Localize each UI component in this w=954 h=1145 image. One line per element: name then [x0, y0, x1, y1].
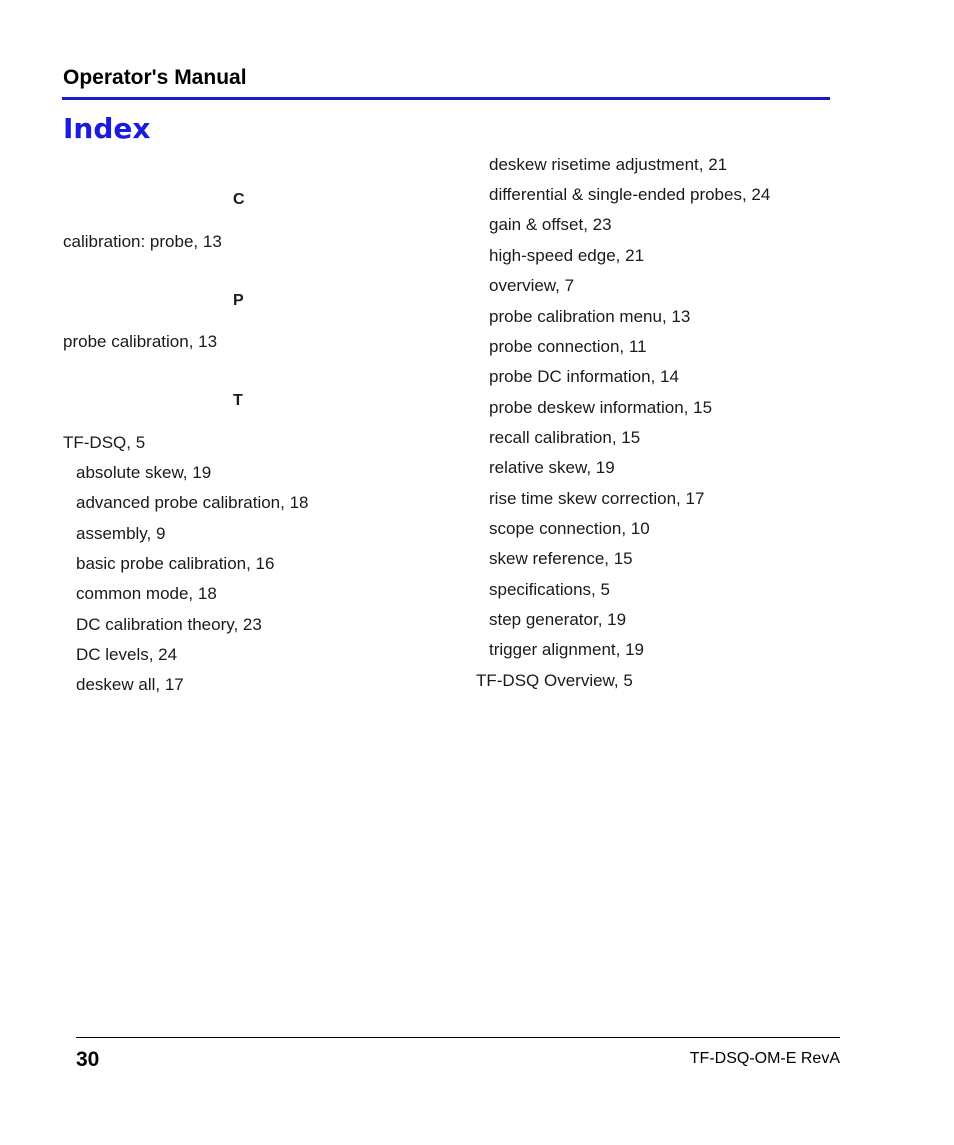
index-entry: calibration: probe, 13 [63, 232, 222, 251]
index-subentry: probe calibration menu, 13 [489, 307, 691, 326]
page-number: 30 [76, 1048, 100, 1071]
index-subentry: probe deskew information, 15 [489, 398, 713, 417]
header-rule [62, 97, 830, 100]
index-subentry: overview, 7 [489, 276, 575, 295]
index-entry: TF-DSQ, 5 [63, 433, 146, 452]
index-subentry: absolute skew, 19 [76, 463, 212, 482]
index-subentry: DC calibration theory, 23 [76, 615, 262, 634]
index-subentry: common mode, 18 [76, 584, 217, 603]
index-letter-t: T [233, 392, 243, 409]
index-subentry: advanced probe calibration, 18 [76, 493, 309, 512]
index-letter-c: C [233, 191, 245, 208]
index-subentry: deskew risetime adjustment, 21 [489, 155, 728, 174]
index-entry: TF-DSQ Overview, 5 [476, 671, 633, 690]
index-subentry: probe DC information, 14 [489, 367, 679, 386]
page-header-title: Operator's Manual [63, 66, 247, 89]
document-id: TF-DSQ-OM-E RevA [689, 1050, 840, 1067]
index-subentry: high-speed edge, 21 [489, 246, 645, 265]
index-subentry: specifications, 5 [489, 580, 610, 599]
index-entry: probe calibration, 13 [63, 332, 218, 351]
index-subentry: trigger alignment, 19 [489, 640, 644, 659]
index-subentry: basic probe calibration, 16 [76, 554, 275, 573]
index-letter-p: P [233, 292, 244, 309]
page-title: Index [63, 112, 151, 145]
index-subentry: differential & single-ended probes, 24 [489, 185, 771, 204]
index-subentry: rise time skew correction, 17 [489, 489, 705, 508]
index-subentry: relative skew, 19 [489, 458, 615, 477]
footer-rule [76, 1037, 840, 1038]
index-subentry: deskew all, 17 [76, 675, 184, 694]
index-subentry: probe connection, 11 [489, 337, 647, 356]
index-subentry: assembly, 9 [76, 524, 166, 543]
index-subentry: scope connection, 10 [489, 519, 650, 538]
index-subentry: gain & offset, 23 [489, 215, 612, 234]
index-subentry: recall calibration, 15 [489, 428, 641, 447]
index-subentry: DC levels, 24 [76, 645, 178, 664]
index-subentry: skew reference, 15 [489, 549, 633, 568]
index-subentry: step generator, 19 [489, 610, 627, 629]
